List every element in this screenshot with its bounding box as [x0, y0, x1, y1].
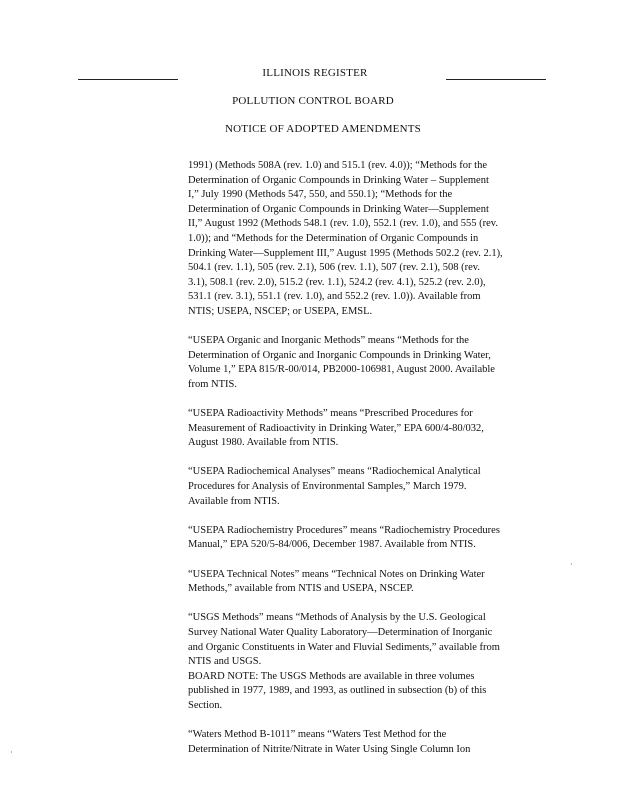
paragraph-radioactivity-methods: “USEPA Radioactivity Methods” means “Prescribed Procedures for Measurement of Radioactivity in Drinking Water,” EPA 600/4-80/032, August 1980. Available from NTIS. — [188, 408, 484, 449]
register-title: ILLINOIS REGISTER — [262, 67, 368, 79]
scan-speck: · — [570, 560, 573, 569]
paragraph-technical-notes: “USEPA Technical Notes” means “Technical Notes on Drinking Water Methods,” available from NTIS and USEPA, NSCEP. — [188, 568, 485, 595]
header-rule-right — [446, 79, 546, 80]
paragraph-methods-continued: 1991) (Methods 508A (rev. 1.0) and 515.1 (rev. 4.0)); “Methods for the Determination of Organic Compounds in Drinking Water – Supplement I,” July 1990 (Methods 547, 550, and 550.1); “Methods for the Determination of Organic Compounds in Drinking Water—Supplement II,” August 1992 (Methods 548.1 (rev. 1.0), 552.1 (rev. 1.0), and 555 (rev. 1.0)); and “Methods for the Determination of Organic Compounds in Drinking Water—Supplement III,” August 1995 (Methods 502.2 (rev. 2.1), 504.1 (rev. 1.1), 505 (rev. 2.1), 506 (rev. 1.1), 507 (rev. 2.1), 508 (rev. 3.1), 508.1 (rev. 2.0), 515.2 (rev. 1.1), 524.2 (rev. 4.1), 525.2 (rev. 2.0), 531.1 (rev. 3.1), 551.1 (rev. 1.0), and 552.2 (rev. 1.0)). Available from NTIS; USEPA, NSCEP; or USEPA, EMSL. — [188, 160, 503, 317]
scan-speck: · — [10, 748, 13, 757]
paragraph-organic-inorganic-methods: “USEPA Organic and Inorganic Methods” means “Methods for the Determination of Organic and Inorganic Compounds in Drinking Water, Volume 1,” EPA 815/R-00/014, PB2000-106981, August 2000. Available from NTIS. — [188, 335, 495, 390]
header-rule-left — [78, 79, 178, 80]
paragraph-waters-method: “Waters Method B-1011” means “Waters Test Method for the Determination of Nitrite/Nitrate in Water Using Single Column Ion — [188, 729, 471, 755]
notice-title: NOTICE OF ADOPTED AMENDMENTS — [225, 123, 421, 135]
board-title: POLLUTION CONTROL BOARD — [232, 95, 394, 107]
paragraph-usgs-methods: “USGS Methods” means “Methods of Analysis by the U.S. Geological Survey National Water Quality Laboratory—Determination of Inorganic and Organic Constituents in Water and Fluvial Sediments,” available from NTIS and USGS. — [188, 612, 500, 668]
paragraph-radiochemical-analyses: “USEPA Radiochemical Analyses” means “Radiochemical Analytical Procedures for Analysis of Environmental Samples,” March 1979. Available from NTIS. — [188, 466, 481, 507]
board-note: BOARD NOTE: The USGS Methods are available in three volumes published in 1977, 1989, and 1993, as outlined in subsection (b) of this Section. — [188, 670, 487, 711]
paragraph-radiochemistry-procedures: “USEPA Radiochemistry Procedures” means “Radiochemistry Procedures Manual,” EPA 520/5-84/006, December 1987. Available from NTIS. — [188, 524, 500, 551]
document-body — [188, 159, 556, 772]
